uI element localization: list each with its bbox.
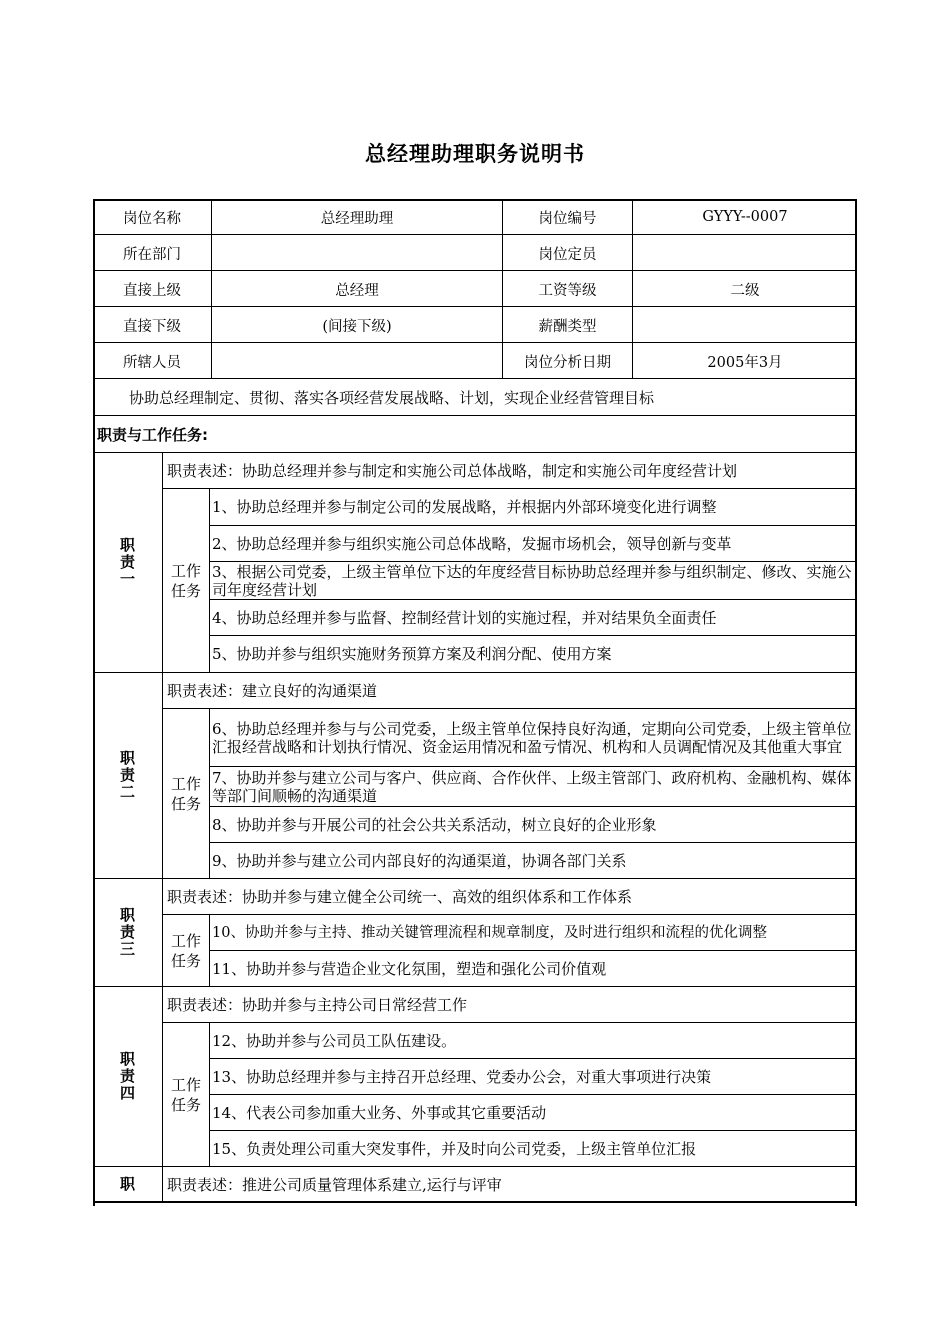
analysis-date-label: 岗位分析日期: [503, 343, 633, 379]
analysis-date-value: 2005年3月: [707, 354, 783, 371]
info-row: [93, 343, 857, 379]
task-item: 10、协助并参与主持、推动关键管理流程和规章制度，及时进行组织和流程的优化调整: [210, 915, 857, 951]
task-item: 13、协助总经理并参与主持召开总经理、党委办公会，对重大事项进行决策: [210, 1059, 857, 1095]
pay-type-label: 薪酬类型: [503, 307, 633, 343]
task-item: 3、根据公司党委，上级主管单位下达的年度经营目标协助总经理并参与组织制定、修改、实施公司年度经营计划: [210, 562, 857, 600]
task-item: 14、代表公司参加重大业务、外事或其它重要活动: [210, 1095, 857, 1131]
position-code-label: 岗位编号: [503, 199, 633, 235]
task-item: 8、协助并参与开展公司的社会公共关系活动，树立良好的企业形象: [210, 807, 857, 843]
position-code-value: GYYY--0007: [702, 209, 788, 225]
superior-label: 直接上级: [93, 271, 212, 307]
task-item: 15、负责处理公司重大突发事件，并及时向公司党委，上级主管单位汇报: [212, 1139, 697, 1158]
task-label: 工作任务: [163, 489, 210, 672]
task-item: 6、协助总经理并参与与公司党委，上级主管单位保持良好沟通，定期向公司党委，上级主管单位汇报经营战略和计划执行情况、资金运用情况和盈亏情况、机构和人员调配情况及其他重大事宜: [210, 709, 857, 767]
salary-grade-value: 二级: [730, 282, 760, 299]
staff-label: 所辖人员: [93, 343, 212, 379]
headcount-label: 岗位定员: [503, 235, 633, 271]
duty-label: 职责一: [93, 453, 163, 672]
subordinate-label: 直接下级: [93, 307, 212, 343]
duty-label: 职责四: [93, 987, 163, 1166]
position-name-value: 总经理助理: [212, 199, 503, 235]
subordinate-value: (间接下级): [212, 307, 503, 343]
duty-block: [93, 673, 857, 879]
info-row: [93, 271, 857, 307]
duty-block: [93, 987, 857, 1167]
task-label: 工作任务: [163, 709, 210, 878]
task-item: 9、协助并参与建立公司内部良好的沟通渠道，协调各部门关系: [212, 851, 627, 870]
pay-type-value: [633, 307, 857, 343]
task-label: 工作任务: [163, 915, 210, 986]
info-row: [93, 307, 857, 343]
task-item: 5、协助并参与组织实施财务预算方案及利润分配、使用方案: [212, 645, 612, 663]
duty-label: 职责三: [93, 879, 163, 986]
duty-description: 职责表述：协助总经理并参与制定和实施公司总体战略，制定和实施公司年度经营计划: [163, 453, 857, 489]
duty-block: [93, 453, 857, 673]
position-summary: 协助总经理制定、贯彻、落实各项经营发展战略、计划，实现企业经营管理目标: [93, 379, 857, 416]
duty-description: 职责表述：推进公司质量管理体系建立,运行与评审: [167, 1175, 502, 1194]
duty-block: [93, 1167, 857, 1203]
department-label: 所在部门: [93, 235, 212, 271]
duty-label: 职: [93, 1167, 163, 1201]
headcount-value: [633, 235, 857, 271]
salary-grade-label: 工资等级: [503, 271, 633, 307]
page-title: 总经理助理职务说明书: [365, 142, 585, 166]
department-value: [212, 235, 503, 271]
info-row: [93, 235, 857, 271]
duty-block: [93, 879, 857, 987]
duty-description: 职责表述：协助并参与建立健全公司统一、高效的组织体系和工作体系: [163, 879, 857, 915]
job-description-table: [93, 199, 857, 1203]
duty-description: 职责表述：建立良好的沟通渠道: [163, 673, 857, 709]
section-heading: 职责与工作任务:: [93, 416, 857, 453]
task-item: 7、协助并参与建立公司与客户、供应商、合作伙伴、上级主管部门、政府机构、金融机构、媒体等部门间顺畅的沟通渠道: [210, 767, 857, 807]
duty-label: 职责二: [93, 673, 163, 878]
task-item: 1、协助总经理并参与制定公司的发展战略，并根据内外部环境变化进行调整: [210, 489, 857, 526]
position-name-label: 岗位名称: [93, 199, 212, 235]
duty-description: 职责表述：协助并参与主持公司日常经营工作: [163, 987, 857, 1023]
task-item: 12、协助并参与公司员工队伍建设。: [210, 1023, 857, 1059]
task-item: 4、协助总经理并参与监督、控制经营计划的实施过程，并对结果负全面责任: [210, 600, 857, 636]
staff-value: [212, 343, 503, 379]
task-label: 工作任务: [163, 1023, 210, 1166]
task-item: 11、协助并参与营造企业文化氛围，塑造和强化公司价值观: [212, 959, 607, 978]
task-item: 2、协助总经理并参与组织实施公司总体战略，发掘市场机会，领导创新与变革: [210, 526, 857, 562]
info-row: [93, 199, 857, 235]
superior-value: 总经理: [212, 271, 503, 307]
